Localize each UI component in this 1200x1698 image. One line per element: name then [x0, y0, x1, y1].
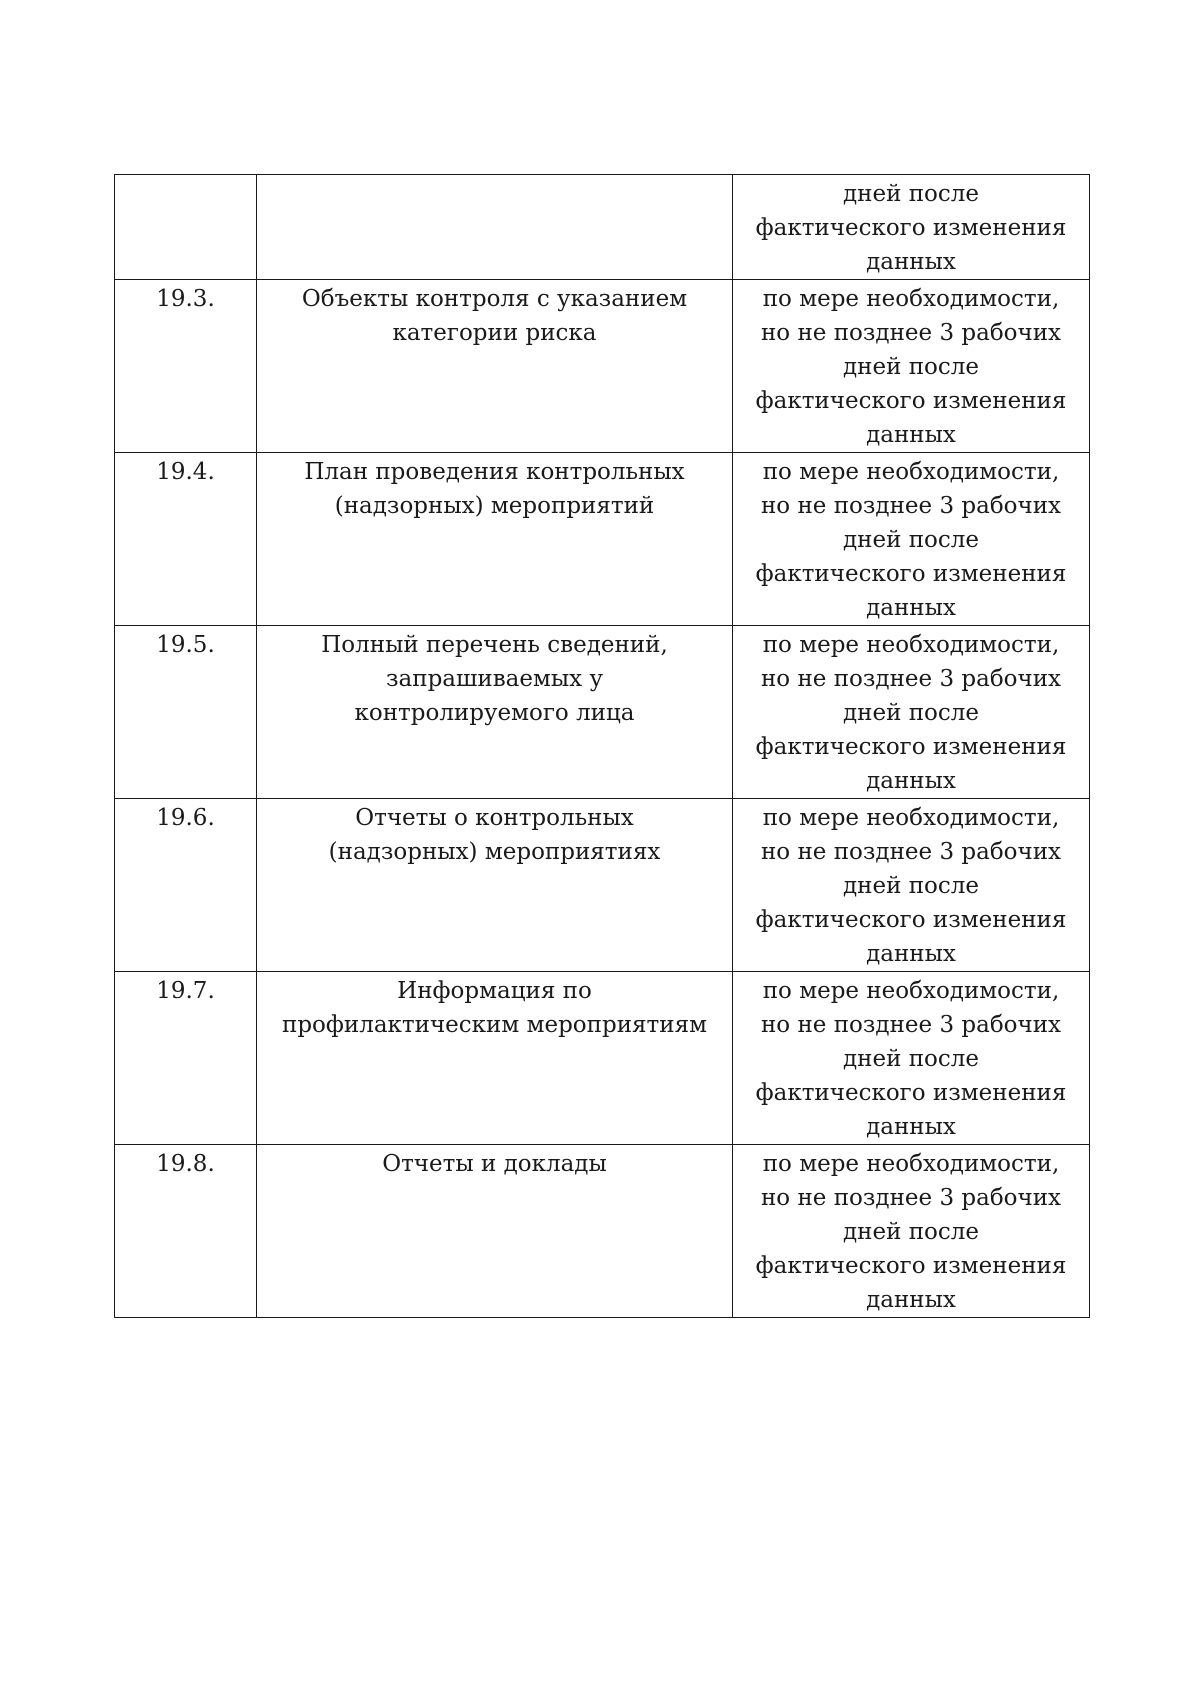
row-number-cell: [115, 799, 257, 972]
table-row: [115, 799, 1090, 972]
row-term: дней после фактического изменения данных: [755, 181, 1067, 275]
row-term: по мере необходимости, но не позднее 3 рабочих дней после фактического изменения данных: [755, 286, 1067, 448]
table-row: [115, 453, 1090, 626]
row-term-cell: [733, 175, 1090, 280]
row-name: Информация по профилактическим мероприятиям: [281, 978, 707, 1038]
row-number: 19.8.: [156, 1151, 215, 1177]
table-row: [115, 1145, 1090, 1318]
table-row: [115, 280, 1090, 453]
row-name-cell: [257, 626, 733, 799]
row-number-cell: [115, 175, 257, 280]
row-term-cell: [733, 1145, 1090, 1318]
row-term: по мере необходимости, но не позднее 3 рабочих дней после фактического изменения данных: [755, 978, 1067, 1140]
row-name: Отчеты о контрольных (надзорных) мероприятиях: [328, 805, 661, 865]
row-term-cell: [733, 626, 1090, 799]
table-row-continuation: [115, 175, 1090, 280]
row-name-cell: [257, 280, 733, 453]
row-term-cell: [733, 453, 1090, 626]
row-term: по мере необходимости, но не позднее 3 рабочих дней после фактического изменения данных: [755, 459, 1067, 621]
row-term-cell: [733, 972, 1090, 1145]
row-name-cell: [257, 453, 733, 626]
row-number: 19.7.: [156, 978, 215, 1004]
row-number-cell: [115, 280, 257, 453]
row-number: 19.6.: [156, 805, 215, 831]
row-name-cell: [257, 799, 733, 972]
row-name: Отчеты и доклады: [382, 1151, 607, 1177]
row-term-cell: [733, 799, 1090, 972]
row-term: по мере необходимости, но не позднее 3 рабочих дней после фактического изменения данных: [755, 632, 1067, 794]
document-table: [114, 174, 1090, 1318]
row-number-cell: [115, 972, 257, 1145]
row-name: План проведения контрольных (надзорных) мероприятий: [304, 459, 685, 519]
row-number: 19.3.: [156, 286, 215, 312]
table-row: [115, 626, 1090, 799]
row-name-cell: [257, 972, 733, 1145]
row-name-cell: [257, 175, 733, 280]
row-number-cell: [115, 453, 257, 626]
row-number-cell: [115, 626, 257, 799]
row-number: 19.5.: [156, 632, 215, 658]
row-term: по мере необходимости, но не позднее 3 рабочих дней после фактического изменения данных: [755, 805, 1067, 967]
table-row: [115, 972, 1090, 1145]
row-name-cell: [257, 1145, 733, 1318]
row-name: Полный перечень сведений, запрашиваемых у контролируемого лица: [321, 632, 668, 726]
row-number-cell: [115, 1145, 257, 1318]
row-term: по мере необходимости, но не позднее 3 рабочих дней после фактического изменения данных: [755, 1151, 1067, 1313]
row-term-cell: [733, 280, 1090, 453]
row-name: Объекты контроля с указанием категории риска: [301, 286, 688, 346]
row-number: 19.4.: [156, 459, 215, 485]
